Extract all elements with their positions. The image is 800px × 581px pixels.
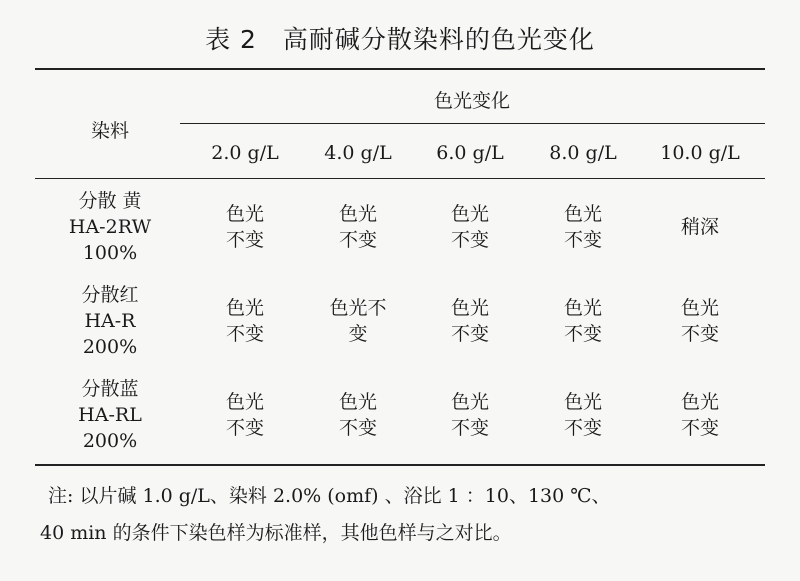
table-cell bbox=[681, 295, 719, 347]
header-dye: 染料 bbox=[90, 120, 130, 142]
dye-name-line: 100% bbox=[82, 242, 138, 264]
cell-line: 色光 bbox=[225, 391, 265, 413]
dye-name-line: 分散蓝 bbox=[81, 378, 139, 400]
cell-line: 稍深 bbox=[680, 216, 720, 238]
cell-line: 色光 bbox=[225, 203, 265, 225]
cell-line: 不变 bbox=[680, 417, 720, 439]
dye-name-line: 200% bbox=[82, 336, 138, 358]
cell-line: 不变 bbox=[563, 323, 603, 345]
column-header: 8.0 g/L bbox=[549, 142, 617, 164]
header-group: 色光变化 bbox=[433, 90, 511, 112]
table-cell bbox=[564, 295, 602, 347]
dye-name bbox=[81, 282, 138, 360]
cell-line: 不变 bbox=[450, 229, 490, 251]
cell-line: 色光 bbox=[450, 297, 490, 319]
table-cell bbox=[451, 389, 489, 441]
cell-line: 不变 bbox=[563, 229, 603, 251]
cell-line: 色光 bbox=[450, 391, 490, 413]
cell-line: 色光 bbox=[338, 203, 378, 225]
table-cell bbox=[681, 214, 719, 240]
cell-line: 不变 bbox=[450, 417, 490, 439]
cell-line: 色光 bbox=[680, 297, 720, 319]
table-cell bbox=[451, 201, 489, 253]
column-header: 2.0 g/L bbox=[211, 142, 279, 164]
dye-name-line: HA-RL bbox=[78, 404, 142, 426]
cell-line: 变 bbox=[348, 323, 368, 345]
bottom-rule bbox=[35, 464, 765, 466]
cell-line: 色光 bbox=[563, 297, 603, 319]
table-note-line-1: 注: 以片碱 1.0 g/L、染料 2.0% (omf) 、浴比 1 ：10、130 ℃、 bbox=[48, 485, 611, 507]
cell-line: 色光 bbox=[450, 203, 490, 225]
cell-line: 不变 bbox=[225, 229, 265, 251]
top-rule bbox=[35, 68, 765, 70]
cell-line: 色光 bbox=[563, 391, 603, 413]
cell-line: 不变 bbox=[338, 229, 378, 251]
cell-line: 不变 bbox=[225, 417, 265, 439]
table-cell bbox=[564, 389, 602, 441]
cell-line: 不变 bbox=[225, 323, 265, 345]
cell-line: 色光不 bbox=[329, 297, 387, 319]
cell-line: 不变 bbox=[680, 323, 720, 345]
column-header: 6.0 g/L bbox=[436, 142, 504, 164]
cell-line: 色光 bbox=[680, 391, 720, 413]
cell-line: 色光 bbox=[225, 297, 265, 319]
cell-line: 色光 bbox=[338, 391, 378, 413]
cell-line: 色光 bbox=[563, 203, 603, 225]
dye-name-line: 分散 黄 bbox=[78, 190, 142, 212]
table-cell bbox=[329, 295, 386, 347]
dye-name-line: 分散红 bbox=[81, 284, 139, 306]
table-cell bbox=[339, 201, 377, 253]
table-cell bbox=[339, 389, 377, 441]
table-cell bbox=[564, 201, 602, 253]
dye-name-line: 200% bbox=[82, 430, 138, 452]
dye-name-line: HA-2RW bbox=[68, 216, 152, 238]
table-note-line-2: 40 min 的条件下染色样为标准样，其他色样与之对比。 bbox=[40, 522, 512, 544]
dye-name bbox=[78, 376, 142, 454]
table-cell bbox=[681, 389, 719, 441]
dye-name bbox=[69, 188, 151, 266]
header-rule bbox=[35, 178, 765, 179]
dye-name-line: HA-R bbox=[84, 310, 136, 332]
cell-line: 不变 bbox=[338, 417, 378, 439]
cell-line: 不变 bbox=[450, 323, 490, 345]
table-cell bbox=[226, 389, 264, 441]
cell-line: 不变 bbox=[563, 417, 603, 439]
table-cell bbox=[451, 295, 489, 347]
group-rule bbox=[180, 123, 765, 124]
table-title: 表 2 高耐碱分散染料的色光变化 bbox=[205, 25, 595, 54]
table-cell bbox=[226, 201, 264, 253]
column-header: 10.0 g/L bbox=[660, 142, 740, 164]
table-cell bbox=[226, 295, 264, 347]
column-header: 4.0 g/L bbox=[324, 142, 392, 164]
